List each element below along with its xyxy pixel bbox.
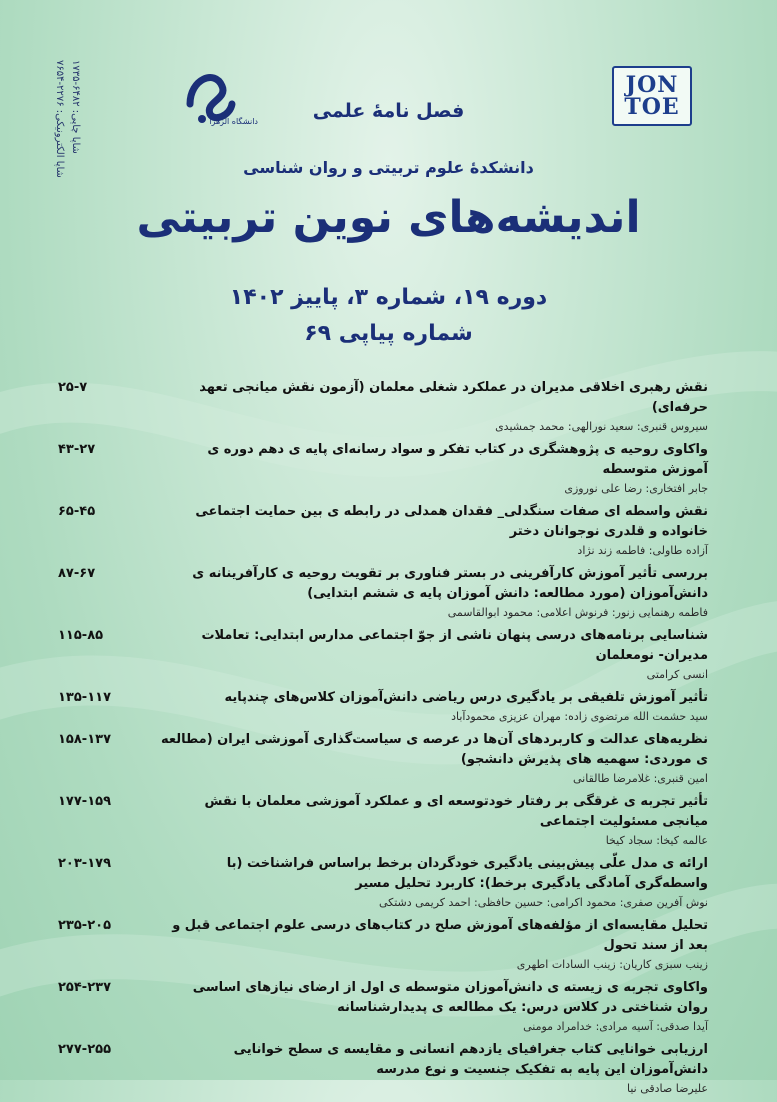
article-pages: ۱۷۷-۱۵۹	[58, 794, 112, 809]
toc-entry[interactable]	[58, 1040, 708, 1097]
cover-header	[0, 0, 777, 360]
toc-entry[interactable]	[58, 626, 708, 683]
article-pages: ۱۵۸-۱۳۷	[58, 732, 112, 747]
faculty-name: دانشکدهٔ علوم تربیتی و روان شناسی	[243, 158, 534, 177]
article-pages: ۲۳۵-۲۰۵	[58, 918, 112, 933]
article-authors: سیروس قنبری: سعید نورالهی: محمد جمشیدی	[495, 420, 708, 433]
toc-entry[interactable]	[58, 792, 708, 849]
issn-online: شاپا الکترونیکی: ۲۲۷۶-۷۶۵۴	[54, 60, 65, 178]
university-emblem-text: دانشگاه الزهرا	[209, 117, 258, 126]
toc-entry[interactable]	[58, 854, 708, 911]
issn-print: شاپا چاپی: ۶۴۸۲-۱۷۳۵	[70, 60, 81, 154]
journal-logo: JON TOE	[612, 66, 692, 126]
toc-entry[interactable]	[58, 378, 708, 435]
article-title: ۲۵-۷ نقش رهبری اخلاقی مدیران در عملکرد شغلی معلمان (آزمون نقش میانجی تعهد حرفه‌ای)	[58, 380, 708, 415]
article-authors: انسی کرامتی	[646, 668, 708, 681]
toc-entry[interactable]	[58, 564, 708, 621]
article-title: ۸۷-۶۷ بررسی تأثیر آموزش کارآفرینی در بستر فناوری بر تقویت روحیه ی کارآفرینانه ی دانش‌آموزان (مورد مطالعه: دانش آموزان پایه ی ششم ابتدایی)	[58, 566, 708, 601]
toc-entry[interactable]	[58, 730, 708, 787]
toc-entry[interactable]	[58, 502, 708, 559]
journal-type: فصل نامهٔ علمی	[312, 100, 465, 122]
article-pages: ۲۵۴-۲۳۷	[58, 980, 112, 995]
article-authors: آیدا صدقی: آسیه مرادی: خدامراد مومنی	[523, 1020, 708, 1033]
article-authors: سید حشمت الله مرتضوی زاده: مهران عزیزی محمودآباد	[451, 710, 708, 723]
article-authors: فاطمه رهنمایی زنور: فرنوش اعلامی: محمود ابوالقاسمی	[447, 606, 708, 619]
article-title: ۱۷۷-۱۵۹ تأثیر تجربه ی غرقگی بر رفتار خودتوسعه ای و عملکرد آموزشی معلمان با نقش میانجی مسئولیت اجتماعی	[58, 794, 708, 829]
article-title: ۲۷۷-۲۵۵ ارزیابی خوانایی کتاب جغرافیای یازدهم انسانی و مقایسه ی سطح خوانایی دانش‌آموزان این پایه به تفکیک جنسیت و نوع مدرسه	[58, 1042, 708, 1077]
article-title: ۲۵۴-۲۳۷ واکاوی تجربه ی زیسته ی دانش‌آموزان متوسطه ی اول از ارضای نیازهای اساسی روان شناختی در کلاس درس: یک مطالعه ی پدیدارشناسانه	[58, 980, 708, 1015]
article-authors: آزاده طاولی: فاطمه زند نژاد	[577, 544, 708, 557]
article-title: ۴۳-۲۷ واکاوی روحیه ی پژوهشگری در کتاب تفکر و سواد رسانه‌ای پایه ی دهم دوره ی آموزش متوسطه	[58, 442, 708, 477]
toc-entry[interactable]	[58, 916, 708, 973]
toc-entry[interactable]	[58, 440, 708, 497]
article-pages: ۸۷-۶۷	[58, 566, 96, 581]
article-title: ۱۱۵-۸۵ شناسایی برنامه‌های درسی پنهان ناشی از جوّ اجتماعی مدارس ابتدایی: تعاملات مدیران- نومعلمان	[58, 628, 708, 663]
article-title: ۲۳۵-۲۰۵ تحلیل مقایسه‌ای از مؤلفه‌های آموزش صلح در کتاب‌های درسی علوم اجتماعی قبل و بعد از سند تحول	[58, 918, 708, 953]
article-authors: عالمه کیخا: سجاد کیخا	[605, 834, 708, 847]
article-pages: ۱۱۵-۸۵	[58, 628, 104, 643]
article-pages: ۲۰۳-۱۷۹	[58, 856, 112, 871]
article-pages: ۴۳-۲۷	[58, 442, 96, 457]
table-of-contents	[58, 378, 708, 1102]
volume-info: دوره ۱۹، شماره ۳، پاییز ۱۴۰۲	[229, 285, 548, 310]
article-authors: علیرضا صادقی نیا	[626, 1082, 708, 1095]
serial-number: شماره پیاپی ۶۹	[304, 321, 473, 346]
article-pages: ۶۵-۴۵	[58, 504, 96, 519]
article-pages: ۱۳۵-۱۱۷	[58, 690, 112, 705]
article-title: ۱۵۸-۱۳۷ نظریه‌های عدالت و کاربردهای آن‌ها در عرصه ی سیاست‌گذاری آموزشی ایران (مطالعه ی موردی: سهمیه های پذیرش دانشجو)	[58, 732, 708, 767]
article-pages: ۲۷۷-۲۵۵	[58, 1042, 112, 1057]
article-title: ۶۵-۴۵ نقش واسطه ای صفات سنگدلی_ فقدان همدلی در رابطه ی بین حمایت اجتماعی خانواده و قلدری نوجوانان دختر	[58, 504, 708, 539]
article-pages: ۲۵-۷	[58, 380, 88, 395]
article-authors: نوش آفرین صفری: محمود اکرامی: حسین حافظی: احمد کریمی دشتکی	[378, 896, 708, 909]
article-title: ۱۳۵-۱۱۷ تأثیر آموزش تلفیقی بر یادگیری درس ریاضی دانش‌آموزان کلاس‌های چندپایه	[58, 688, 708, 708]
toc-entry[interactable]	[58, 978, 708, 1035]
article-authors: زینب سبزی کاریان: زینب السادات اطهری	[516, 958, 708, 971]
journal-title: اندیشه‌های نوین تربیتی	[136, 192, 641, 243]
toc-entry[interactable]	[58, 688, 708, 725]
article-title: ۲۰۳-۱۷۹ ارائه ی مدل علّی پیش‌بینی یادگیری خودگردان برخط براساس فراشناخت (با واسطه‌گری آمادگی یادگیری برخط): کاربرد تحلیل مسیر	[58, 856, 708, 891]
article-authors: جابر افتخاری: رضا علی نوروزی	[564, 482, 708, 495]
article-authors: امین قنبری: غلامرضا طالقانی	[573, 772, 708, 785]
